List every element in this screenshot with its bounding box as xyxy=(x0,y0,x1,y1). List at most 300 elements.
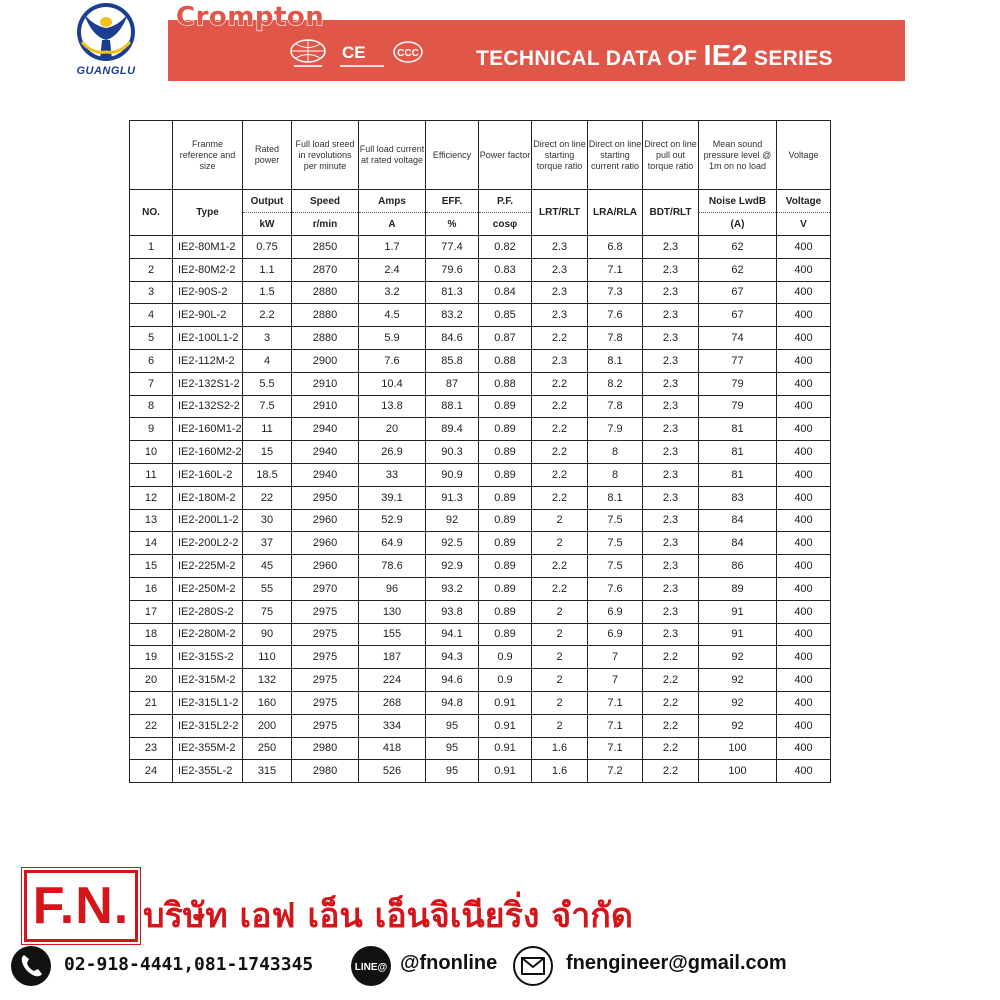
table-row xyxy=(130,418,831,441)
cell-type: IE2-355L-2 xyxy=(173,760,243,783)
cell-speed: 2880 xyxy=(292,327,359,350)
cell-type: IE2-132S1-2 xyxy=(173,372,243,395)
cell-lrt: 2.2 xyxy=(532,395,588,418)
desc-cell: Full load sreed in revolutions per minute xyxy=(292,121,359,190)
cell-noise: 92 xyxy=(699,669,777,692)
cell-output: 75 xyxy=(243,600,292,623)
cell-amps: 13.8 xyxy=(359,395,426,418)
cell-noise: 62 xyxy=(699,258,777,281)
cell-lra: 7.5 xyxy=(588,509,643,532)
cell-eff: 92.9 xyxy=(426,555,479,578)
cell-no: 16 xyxy=(130,577,173,600)
desc-cell: Direct on line starting current ratio xyxy=(588,121,643,190)
cell-voltage: 400 xyxy=(777,760,831,783)
table-row xyxy=(130,509,831,532)
cell-lrt: 2.2 xyxy=(532,577,588,600)
cell-lra: 7.8 xyxy=(588,327,643,350)
cell-type: IE2-80M2-2 xyxy=(173,258,243,281)
cell-lrt: 1.6 xyxy=(532,760,588,783)
cell-bdt: 2.2 xyxy=(643,646,699,669)
cell-no: 22 xyxy=(130,714,173,737)
cell-eff: 81.3 xyxy=(426,281,479,304)
cell-amps: 96 xyxy=(359,577,426,600)
cell-lrt: 2 xyxy=(532,646,588,669)
cell-lrt: 2.2 xyxy=(532,418,588,441)
cell-bdt: 2.3 xyxy=(643,509,699,532)
col-header-pf: P.F. xyxy=(479,190,532,213)
title-suffix: SERIES xyxy=(747,47,833,70)
cell-speed: 2975 xyxy=(292,714,359,737)
cell-no: 12 xyxy=(130,486,173,509)
cell-no: 13 xyxy=(130,509,173,532)
cell-eff: 88.1 xyxy=(426,395,479,418)
cell-bdt: 2.3 xyxy=(643,281,699,304)
cell-noise: 62 xyxy=(699,236,777,259)
cell-pf: 0.89 xyxy=(479,441,532,464)
cell-output: 11 xyxy=(243,418,292,441)
table-body xyxy=(130,236,831,783)
cell-lra: 8 xyxy=(588,463,643,486)
cell-voltage: 400 xyxy=(777,418,831,441)
banner-title xyxy=(476,40,833,73)
cell-pf: 0.91 xyxy=(479,714,532,737)
cell-speed: 2910 xyxy=(292,372,359,395)
cell-noise: 67 xyxy=(699,304,777,327)
phone-numbers[interactable]: 02-918-4441,081-1743345 xyxy=(64,954,314,975)
cell-lra: 7.1 xyxy=(588,737,643,760)
cell-pf: 0.85 xyxy=(479,304,532,327)
cell-no: 21 xyxy=(130,691,173,714)
cell-pf: 0.91 xyxy=(479,737,532,760)
cell-voltage: 400 xyxy=(777,463,831,486)
cell-amps: 3.2 xyxy=(359,281,426,304)
cell-pf: 0.9 xyxy=(479,646,532,669)
cell-output: 5.5 xyxy=(243,372,292,395)
table-row xyxy=(130,372,831,395)
cell-eff: 94.3 xyxy=(426,646,479,669)
desc-cell: Voltage xyxy=(777,121,831,190)
cell-lra: 7.6 xyxy=(588,304,643,327)
mail-icon xyxy=(512,945,554,987)
cell-lrt: 2 xyxy=(532,623,588,646)
cell-bdt: 2.3 xyxy=(643,600,699,623)
cell-noise: 79 xyxy=(699,372,777,395)
cell-output: 15 xyxy=(243,441,292,464)
cell-amps: 224 xyxy=(359,669,426,692)
cell-lra: 7 xyxy=(588,669,643,692)
cell-noise: 92 xyxy=(699,646,777,669)
cell-pf: 0.89 xyxy=(479,463,532,486)
cell-noise: 86 xyxy=(699,555,777,578)
cell-noise: 79 xyxy=(699,395,777,418)
table-row xyxy=(130,327,831,350)
cell-eff: 93.2 xyxy=(426,577,479,600)
cell-pf: 0.91 xyxy=(479,691,532,714)
cell-output: 30 xyxy=(243,509,292,532)
cell-type: IE2-90L-2 xyxy=(173,304,243,327)
cell-eff: 94.1 xyxy=(426,623,479,646)
cell-type: IE2-112M-2 xyxy=(173,349,243,372)
contact-row xyxy=(10,942,990,992)
cell-speed: 2880 xyxy=(292,281,359,304)
cell-lrt: 2.2 xyxy=(532,555,588,578)
cell-type: IE2-200L2-2 xyxy=(173,532,243,555)
cell-noise: 81 xyxy=(699,441,777,464)
col-header-noise: Noise LwdB xyxy=(699,190,777,213)
cell-no: 18 xyxy=(130,623,173,646)
cell-speed: 2980 xyxy=(292,737,359,760)
cell-lra: 8.1 xyxy=(588,349,643,372)
cell-pf: 0.89 xyxy=(479,486,532,509)
cell-voltage: 400 xyxy=(777,327,831,350)
cell-type: IE2-315L2-2 xyxy=(173,714,243,737)
cell-noise: 100 xyxy=(699,737,777,760)
unit-speed: r/min xyxy=(292,213,359,236)
table-row xyxy=(130,623,831,646)
cell-speed: 2960 xyxy=(292,555,359,578)
cell-amps: 526 xyxy=(359,760,426,783)
cell-noise: 92 xyxy=(699,714,777,737)
cell-pf: 0.9 xyxy=(479,669,532,692)
line-icon xyxy=(350,945,392,987)
cell-bdt: 2.2 xyxy=(643,669,699,692)
cell-lrt: 2.3 xyxy=(532,236,588,259)
cell-amps: 26.9 xyxy=(359,441,426,464)
phone-icon xyxy=(10,945,52,987)
cell-bdt: 2.2 xyxy=(643,760,699,783)
cell-no: 1 xyxy=(130,236,173,259)
cell-speed: 2960 xyxy=(292,509,359,532)
cell-bdt: 2.3 xyxy=(643,441,699,464)
cell-type: IE2-160M1-2 xyxy=(173,418,243,441)
cell-speed: 2940 xyxy=(292,418,359,441)
cell-type: IE2-315S-2 xyxy=(173,646,243,669)
cell-amps: 334 xyxy=(359,714,426,737)
cell-noise: 92 xyxy=(699,691,777,714)
line-id[interactable]: @fnonline xyxy=(400,952,498,974)
cell-amps: 78.6 xyxy=(359,555,426,578)
cell-type: IE2-90S-2 xyxy=(173,281,243,304)
cell-lra: 7.1 xyxy=(588,258,643,281)
table-row xyxy=(130,463,831,486)
cell-voltage: 400 xyxy=(777,486,831,509)
cell-amps: 2.4 xyxy=(359,258,426,281)
cell-output: 22 xyxy=(243,486,292,509)
cell-speed: 2870 xyxy=(292,258,359,281)
cell-noise: 81 xyxy=(699,418,777,441)
cell-pf: 0.89 xyxy=(479,395,532,418)
cell-amps: 39.1 xyxy=(359,486,426,509)
unit-amps: A xyxy=(359,213,426,236)
table-row xyxy=(130,760,831,783)
cell-lrt: 2.3 xyxy=(532,304,588,327)
cell-lra: 8 xyxy=(588,441,643,464)
cell-output: 18.5 xyxy=(243,463,292,486)
cell-eff: 90.9 xyxy=(426,463,479,486)
cell-lra: 7.5 xyxy=(588,532,643,555)
unit-noise: (A) xyxy=(699,213,777,236)
cell-eff: 83.2 xyxy=(426,304,479,327)
desc-cell: Efficiency xyxy=(426,121,479,190)
cell-voltage: 400 xyxy=(777,600,831,623)
table-row xyxy=(130,304,831,327)
cell-no: 9 xyxy=(130,418,173,441)
cell-eff: 92 xyxy=(426,509,479,532)
cell-type: IE2-280S-2 xyxy=(173,600,243,623)
unit-voltage: V xyxy=(777,213,831,236)
cell-no: 10 xyxy=(130,441,173,464)
desc-cell: Mean sound pressure level @ 1m on no load xyxy=(699,121,777,190)
cell-output: 90 xyxy=(243,623,292,646)
cell-output: 3 xyxy=(243,327,292,350)
cell-voltage: 400 xyxy=(777,236,831,259)
cell-lrt: 2.2 xyxy=(532,372,588,395)
cell-amps: 52.9 xyxy=(359,509,426,532)
cell-noise: 100 xyxy=(699,760,777,783)
brand-name: Crompton xyxy=(176,2,325,32)
cell-voltage: 400 xyxy=(777,258,831,281)
cell-output: 37 xyxy=(243,532,292,555)
cell-amps: 5.9 xyxy=(359,327,426,350)
ccc-cert-icon xyxy=(394,42,422,62)
cell-noise: 83 xyxy=(699,486,777,509)
cell-pf: 0.89 xyxy=(479,600,532,623)
cell-no: 11 xyxy=(130,463,173,486)
table-row xyxy=(130,555,831,578)
table-row xyxy=(130,691,831,714)
cell-lra: 6.8 xyxy=(588,236,643,259)
desc-cell xyxy=(130,121,173,190)
cell-pf: 0.82 xyxy=(479,236,532,259)
cell-type: IE2-132S2-2 xyxy=(173,395,243,418)
table-row xyxy=(130,349,831,372)
cell-bdt: 2.3 xyxy=(643,463,699,486)
cell-no: 7 xyxy=(130,372,173,395)
cell-bdt: 2.3 xyxy=(643,418,699,441)
cell-voltage: 400 xyxy=(777,509,831,532)
cell-voltage: 400 xyxy=(777,532,831,555)
cell-amps: 130 xyxy=(359,600,426,623)
cell-amps: 155 xyxy=(359,623,426,646)
cell-speed: 2975 xyxy=(292,691,359,714)
cell-lrt: 2.2 xyxy=(532,463,588,486)
cell-bdt: 2.3 xyxy=(643,372,699,395)
cell-no: 14 xyxy=(130,532,173,555)
cell-no: 3 xyxy=(130,281,173,304)
logo-text: GUANGLU xyxy=(76,65,136,77)
cell-no: 15 xyxy=(130,555,173,578)
technical-data-table xyxy=(129,120,831,783)
cell-eff: 91.3 xyxy=(426,486,479,509)
cell-pf: 0.89 xyxy=(479,623,532,646)
cell-lra: 7.2 xyxy=(588,760,643,783)
table-row xyxy=(130,714,831,737)
cell-pf: 0.83 xyxy=(479,258,532,281)
cell-lra: 8.1 xyxy=(588,486,643,509)
cell-noise: 77 xyxy=(699,349,777,372)
cell-amps: 7.6 xyxy=(359,349,426,372)
cell-voltage: 400 xyxy=(777,441,831,464)
cell-eff: 87 xyxy=(426,372,479,395)
desc-cell: Rated power xyxy=(243,121,292,190)
cell-speed: 2850 xyxy=(292,236,359,259)
cell-voltage: 400 xyxy=(777,304,831,327)
cell-noise: 84 xyxy=(699,509,777,532)
cell-noise: 67 xyxy=(699,281,777,304)
cell-lrt: 2.3 xyxy=(532,258,588,281)
cell-eff: 95 xyxy=(426,760,479,783)
cell-voltage: 400 xyxy=(777,577,831,600)
unit-output: kW xyxy=(243,213,292,236)
cell-pf: 0.87 xyxy=(479,327,532,350)
cell-pf: 0.89 xyxy=(479,532,532,555)
cell-no: 24 xyxy=(130,760,173,783)
cell-output: 160 xyxy=(243,691,292,714)
cell-output: 250 xyxy=(243,737,292,760)
table-row xyxy=(130,441,831,464)
cell-voltage: 400 xyxy=(777,623,831,646)
cell-output: 110 xyxy=(243,646,292,669)
cell-noise: 81 xyxy=(699,463,777,486)
table-row xyxy=(130,669,831,692)
cell-lra: 7.1 xyxy=(588,714,643,737)
cell-pf: 0.89 xyxy=(479,577,532,600)
cell-eff: 95 xyxy=(426,714,479,737)
cell-bdt: 2.2 xyxy=(643,714,699,737)
cell-speed: 2960 xyxy=(292,532,359,555)
cell-type: IE2-160L-2 xyxy=(173,463,243,486)
cell-amps: 4.5 xyxy=(359,304,426,327)
cell-no: 6 xyxy=(130,349,173,372)
cell-pf: 0.84 xyxy=(479,281,532,304)
cell-eff: 92.5 xyxy=(426,532,479,555)
table-row xyxy=(130,486,831,509)
cell-amps: 268 xyxy=(359,691,426,714)
cell-lra: 7.6 xyxy=(588,577,643,600)
title-series: IE2 xyxy=(703,40,748,72)
cell-speed: 2975 xyxy=(292,600,359,623)
table-row xyxy=(130,737,831,760)
cell-bdt: 2.3 xyxy=(643,577,699,600)
cell-amps: 33 xyxy=(359,463,426,486)
cell-pf: 0.91 xyxy=(479,760,532,783)
cell-type: IE2-280M-2 xyxy=(173,623,243,646)
cell-lra: 7.3 xyxy=(588,281,643,304)
cell-pf: 0.89 xyxy=(479,555,532,578)
cell-amps: 418 xyxy=(359,737,426,760)
cell-lrt: 2 xyxy=(532,532,588,555)
cell-lrt: 2 xyxy=(532,600,588,623)
cell-speed: 2975 xyxy=(292,623,359,646)
cell-voltage: 400 xyxy=(777,372,831,395)
cell-type: IE2-80M1-2 xyxy=(173,236,243,259)
cell-no: 23 xyxy=(130,737,173,760)
cell-bdt: 2.2 xyxy=(643,691,699,714)
cell-noise: 74 xyxy=(699,327,777,350)
cell-eff: 94.8 xyxy=(426,691,479,714)
cell-bdt: 2.2 xyxy=(643,737,699,760)
cell-output: 1.5 xyxy=(243,281,292,304)
col-header-amps: Amps xyxy=(359,190,426,213)
cell-lra: 7.5 xyxy=(588,555,643,578)
cell-voltage: 400 xyxy=(777,669,831,692)
desc-cell: Franme reference and size xyxy=(173,121,243,190)
cell-bdt: 2.3 xyxy=(643,258,699,281)
cell-type: IE2-225M-2 xyxy=(173,555,243,578)
cell-output: 132 xyxy=(243,669,292,692)
cell-type: IE2-315M-2 xyxy=(173,669,243,692)
certification-icons xyxy=(290,38,430,72)
title-prefix: TECHNICAL DATA OF xyxy=(476,47,704,70)
cell-bdt: 2.3 xyxy=(643,532,699,555)
cell-speed: 2940 xyxy=(292,463,359,486)
cell-bdt: 2.3 xyxy=(643,395,699,418)
fn-logo: F.N. xyxy=(24,870,138,942)
cell-speed: 2975 xyxy=(292,646,359,669)
col-header-bdt: BDT/RLT xyxy=(643,190,699,236)
cell-amps: 10.4 xyxy=(359,372,426,395)
cell-lrt: 2 xyxy=(532,509,588,532)
table-row xyxy=(130,577,831,600)
cell-voltage: 400 xyxy=(777,714,831,737)
cell-amps: 64.9 xyxy=(359,532,426,555)
ce-mark-icon: CE xyxy=(342,43,366,62)
table-row xyxy=(130,532,831,555)
column-name-row xyxy=(130,190,831,213)
cell-lra: 6.9 xyxy=(588,623,643,646)
cell-eff: 77.4 xyxy=(426,236,479,259)
cell-voltage: 400 xyxy=(777,737,831,760)
cell-eff: 95 xyxy=(426,737,479,760)
cell-speed: 2880 xyxy=(292,304,359,327)
cell-speed: 2910 xyxy=(292,395,359,418)
cell-amps: 20 xyxy=(359,418,426,441)
cell-output: 200 xyxy=(243,714,292,737)
cell-voltage: 400 xyxy=(777,555,831,578)
cell-pf: 0.89 xyxy=(479,418,532,441)
cell-speed: 2970 xyxy=(292,577,359,600)
cell-no: 5 xyxy=(130,327,173,350)
cell-eff: 85.8 xyxy=(426,349,479,372)
cell-type: IE2-160M2-2 xyxy=(173,441,243,464)
table-row xyxy=(130,395,831,418)
cell-lra: 7.9 xyxy=(588,418,643,441)
cell-lra: 7.1 xyxy=(588,691,643,714)
cell-bdt: 2.3 xyxy=(643,304,699,327)
cell-output: 0.75 xyxy=(243,236,292,259)
company-name: บริษัท เอฟ เอ็น เอ็นจิเนียริ่ง จำกัด xyxy=(143,896,633,936)
email-address[interactable]: fnengineer@gmail.com xyxy=(566,952,787,974)
cell-speed: 2900 xyxy=(292,349,359,372)
desc-cell: Power factor xyxy=(479,121,532,190)
cell-output: 7.5 xyxy=(243,395,292,418)
cell-lra: 7 xyxy=(588,646,643,669)
cell-type: IE2-355M-2 xyxy=(173,737,243,760)
cell-lrt: 2.2 xyxy=(532,486,588,509)
cell-voltage: 400 xyxy=(777,646,831,669)
col-header-output: Output xyxy=(243,190,292,213)
cell-lrt: 2.2 xyxy=(532,327,588,350)
cell-lrt: 2.3 xyxy=(532,281,588,304)
desc-cell: Direct on line starting torque ratio xyxy=(532,121,588,190)
cell-lrt: 2 xyxy=(532,669,588,692)
cell-output: 1.1 xyxy=(243,258,292,281)
cell-eff: 90.3 xyxy=(426,441,479,464)
cell-eff: 93.8 xyxy=(426,600,479,623)
cell-no: 8 xyxy=(130,395,173,418)
cell-voltage: 400 xyxy=(777,281,831,304)
cell-lrt: 2 xyxy=(532,691,588,714)
